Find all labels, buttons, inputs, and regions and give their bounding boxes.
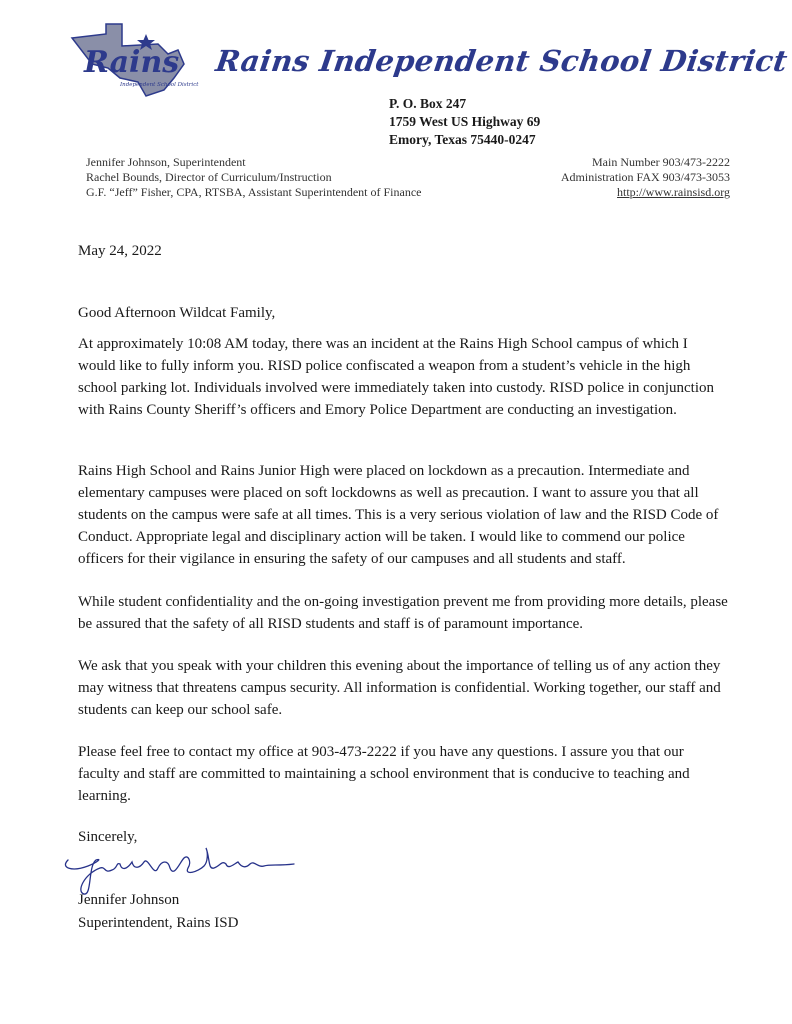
letter-date: May 24, 2022 bbox=[78, 243, 162, 259]
signature-name: Jennifer Johnson bbox=[78, 892, 180, 908]
district-logo bbox=[66, 20, 214, 98]
letter-paragraph: We ask that you speak with your children this evening about the importance of telling us of any action they may witness that threatens campus security. All information is confidential. Working together, our staff and students can keep our school safe. bbox=[78, 658, 721, 718]
letter-paragraph: Rains High School and Rains Junior High were placed on lockdown as a precaution. Intermediate and elementary campuses were placed on soft lockdowns as well as precaution. I want to assure you that all students on the campus were safe at all times. This is a very serious violation of law and the RISD Code of Conduct. Appropriate legal and disciplinary action will be taken. I would like to commend our police officers for their vigilance in ensuring the safety of our campuses and all students and staff. bbox=[78, 463, 719, 567]
address-line: Emory, Texas 75440-0247 bbox=[389, 132, 536, 147]
fax-number: Administration FAX 903/473-3053 bbox=[560, 170, 730, 184]
address-line: 1759 West US Highway 69 bbox=[389, 114, 541, 129]
staff-line: G.F. “Jeff” Fisher, CPA, RTSBA, Assistant Superintendent of Finance bbox=[86, 185, 422, 199]
address-line: P. O. Box 247 bbox=[389, 96, 467, 111]
letter-greeting: Good Afternoon Wildcat Family, bbox=[78, 305, 276, 321]
letter-paragraph: While student confidentiality and the on-going investigation prevent me from providing more details, please be assured that the safety of all RISD students and staff is of paramount importance. bbox=[78, 594, 728, 632]
district-name: Rains Independent School District bbox=[213, 44, 790, 78]
letter-paragraph: Please feel free to contact my office at 903-473-2222 if you have any questions. I assure you that our faculty and staff are committed to maintaining a school environment that is conducive to teaching and learning. bbox=[78, 744, 690, 804]
signature-title: Superintendent, Rains ISD bbox=[78, 915, 239, 931]
letter-closing: Sincerely, bbox=[78, 829, 138, 845]
logo-text: Rains bbox=[84, 45, 180, 80]
letter-paragraph: At approximately 10:08 AM today, there was an incident at the Rains High School campus of which I would like to fully inform you. RISD police confiscated a weapon from a student’s vehicle in the high school parking lot. Individuals involved were immediately taken into custody. RISD police in conjunction with Rains County Sheriff’s officers and Emory Police Department are conducting an investigation. bbox=[78, 336, 714, 418]
staff-line: Rachel Bounds, Director of Curriculum/Instruction bbox=[86, 170, 332, 184]
logo-subtext: Independent School District bbox=[120, 82, 199, 88]
main-number: Main Number 903/473-2222 bbox=[592, 155, 730, 169]
staff-line: Jennifer Johnson, Superintendent bbox=[86, 155, 246, 169]
website-link[interactable]: http://www.rainsisd.org bbox=[617, 185, 730, 199]
